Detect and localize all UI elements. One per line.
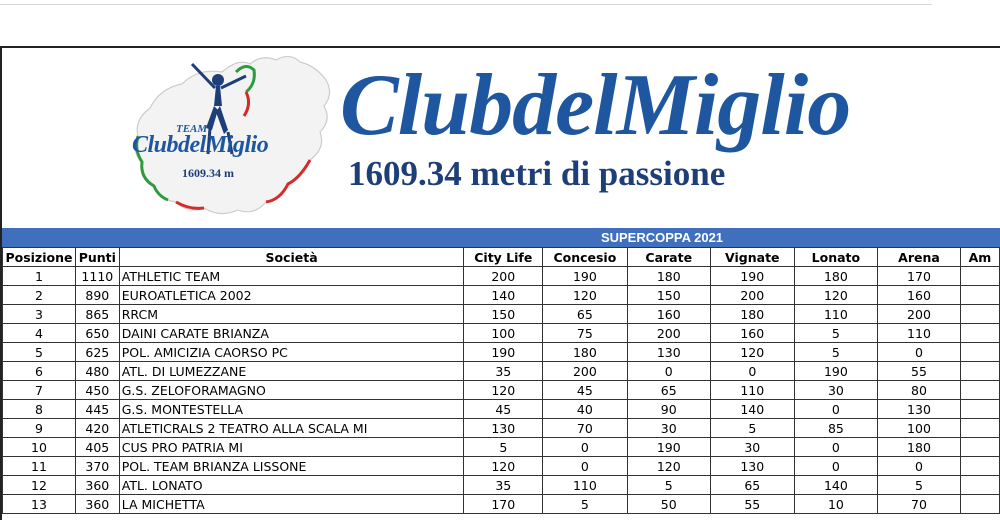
header-row <box>3 248 1000 267</box>
cell-carate: 200 <box>627 324 710 343</box>
table-row <box>3 457 1000 476</box>
cell-carate: 5 <box>627 476 710 495</box>
cell-concesio: 200 <box>543 362 628 381</box>
cell-city-life: 170 <box>464 495 543 514</box>
table-row <box>3 438 1000 457</box>
cell-city-life: 120 <box>464 457 543 476</box>
header-punti: Punti <box>75 248 119 267</box>
logo-name-text: ClubdelMiglio <box>132 132 269 158</box>
table-row <box>3 324 1000 343</box>
table-row <box>3 267 1000 286</box>
cell-am <box>960 286 999 305</box>
cell-lonato: 10 <box>794 495 877 514</box>
cell-lonato: 5 <box>794 324 877 343</box>
cell-concesio: 190 <box>543 267 628 286</box>
cell-carate: 160 <box>627 305 710 324</box>
cell-punti: 625 <box>75 343 119 362</box>
cell-am <box>960 381 999 400</box>
cell-concesio: 75 <box>543 324 628 343</box>
cell-punti: 450 <box>75 381 119 400</box>
header-posizione: Posizione <box>3 248 76 267</box>
cell-arena: 70 <box>878 495 961 514</box>
cell-societa: G.S. MONTESTELLA <box>119 400 464 419</box>
cell-carate: 50 <box>627 495 710 514</box>
cell-lonato: 0 <box>794 438 877 457</box>
cell-am <box>960 476 999 495</box>
cell-arena: 200 <box>878 305 961 324</box>
cell-lonato: 0 <box>794 457 877 476</box>
cell-posizione: 2 <box>3 286 76 305</box>
cell-posizione: 7 <box>3 381 76 400</box>
cell-vignate: 180 <box>710 305 794 324</box>
spreadsheet-page <box>0 46 1000 520</box>
logo-distance-text: 1609.34 m <box>182 166 234 180</box>
cell-am <box>960 457 999 476</box>
cell-am <box>960 267 999 286</box>
cell-am <box>960 362 999 381</box>
cell-lonato: 140 <box>794 476 877 495</box>
header-concesio: Concesio <box>543 248 628 267</box>
table-row <box>3 476 1000 495</box>
cell-posizione: 10 <box>3 438 76 457</box>
cell-am <box>960 305 999 324</box>
cell-arena: 110 <box>878 324 961 343</box>
cell-vignate: 65 <box>710 476 794 495</box>
window-top-area <box>0 0 1000 46</box>
cell-concesio: 65 <box>543 305 628 324</box>
cell-societa: G.S. ZELOFORAMAGNO <box>119 381 464 400</box>
cell-vignate: 140 <box>710 400 794 419</box>
cell-societa: ATL. LONATO <box>119 476 464 495</box>
cell-am <box>960 324 999 343</box>
cell-concesio: 0 <box>543 438 628 457</box>
cell-societa: LA MICHETTA <box>119 495 464 514</box>
cell-societa: ATHLETIC TEAM <box>119 267 464 286</box>
previous-page-edge <box>0 0 932 5</box>
cell-lonato: 190 <box>794 362 877 381</box>
cell-societa: CUS PRO PATRIA MI <box>119 438 464 457</box>
table-row <box>3 419 1000 438</box>
cell-punti: 865 <box>75 305 119 324</box>
cell-concesio: 180 <box>543 343 628 362</box>
cell-punti: 360 <box>75 495 119 514</box>
cell-am <box>960 343 999 362</box>
cell-arena: 100 <box>878 419 961 438</box>
cell-lonato: 110 <box>794 305 877 324</box>
cell-city-life: 200 <box>464 267 543 286</box>
cell-am <box>960 400 999 419</box>
table-row <box>3 343 1000 362</box>
cell-vignate: 30 <box>710 438 794 457</box>
cell-posizione: 3 <box>3 305 76 324</box>
cell-arena: 160 <box>878 286 961 305</box>
cell-arena: 180 <box>878 438 961 457</box>
cell-vignate: 0 <box>710 362 794 381</box>
cell-posizione: 5 <box>3 343 76 362</box>
cell-punti: 370 <box>75 457 119 476</box>
cell-posizione: 6 <box>3 362 76 381</box>
banner-title: ClubdelMiglio <box>340 57 851 154</box>
header-societa: Società <box>119 248 464 267</box>
cell-vignate: 190 <box>710 267 794 286</box>
table-row <box>3 305 1000 324</box>
cell-vignate: 130 <box>710 457 794 476</box>
cell-concesio: 0 <box>543 457 628 476</box>
cell-carate: 190 <box>627 438 710 457</box>
cell-societa: EUROATLETICA 2002 <box>119 286 464 305</box>
header-arena: Arena <box>878 248 961 267</box>
cell-carate: 65 <box>627 381 710 400</box>
cell-societa: POL. TEAM BRIANZA LISSONE <box>119 457 464 476</box>
cell-carate: 30 <box>627 419 710 438</box>
cell-carate: 150 <box>627 286 710 305</box>
cell-punti: 445 <box>75 400 119 419</box>
cell-arena: 170 <box>878 267 961 286</box>
cell-lonato: 5 <box>794 343 877 362</box>
cell-punti: 650 <box>75 324 119 343</box>
cell-posizione: 9 <box>3 419 76 438</box>
cell-societa: DAINI CARATE BRIANZA <box>119 324 464 343</box>
cell-carate: 130 <box>627 343 710 362</box>
cell-concesio: 120 <box>543 286 628 305</box>
table-row <box>3 286 1000 305</box>
header-city-life: City Life <box>464 248 543 267</box>
table-row <box>3 495 1000 514</box>
cell-vignate: 160 <box>710 324 794 343</box>
cell-city-life: 35 <box>464 362 543 381</box>
cell-city-life: 35 <box>464 476 543 495</box>
cell-arena: 0 <box>878 457 961 476</box>
cell-punti: 1110 <box>75 267 119 286</box>
header-vignate: Vignate <box>710 248 794 267</box>
cell-carate: 180 <box>627 267 710 286</box>
table-row <box>3 362 1000 381</box>
cell-city-life: 100 <box>464 324 543 343</box>
table-title-bar <box>2 228 1000 247</box>
cell-societa: POL. AMICIZIA CAORSO PC <box>119 343 464 362</box>
cell-vignate: 120 <box>710 343 794 362</box>
cell-city-life: 190 <box>464 343 543 362</box>
cell-arena: 130 <box>878 400 961 419</box>
cell-carate: 0 <box>627 362 710 381</box>
cell-carate: 120 <box>627 457 710 476</box>
cell-city-life: 130 <box>464 419 543 438</box>
cell-societa: ATL. DI LUMEZZANE <box>119 362 464 381</box>
table-title: SUPERCOPPA 2021 <box>600 230 724 245</box>
cell-lonato: 180 <box>794 267 877 286</box>
cell-carate: 90 <box>627 400 710 419</box>
cell-lonato: 85 <box>794 419 877 438</box>
table-row <box>3 400 1000 419</box>
cell-concesio: 70 <box>543 419 628 438</box>
banner <box>2 48 1000 226</box>
cell-punti: 480 <box>75 362 119 381</box>
header-lonato: Lonato <box>794 248 877 267</box>
cell-city-life: 120 <box>464 381 543 400</box>
cell-concesio: 45 <box>543 381 628 400</box>
standings-table <box>2 247 1000 514</box>
cell-vignate: 55 <box>710 495 794 514</box>
cell-punti: 360 <box>75 476 119 495</box>
cell-arena: 0 <box>878 343 961 362</box>
cell-arena: 5 <box>878 476 961 495</box>
cell-posizione: 1 <box>3 267 76 286</box>
club-logo <box>120 50 340 222</box>
cell-posizione: 13 <box>3 495 76 514</box>
cell-city-life: 150 <box>464 305 543 324</box>
cell-societa: RRCM <box>119 305 464 324</box>
cell-concesio: 110 <box>543 476 628 495</box>
cell-arena: 80 <box>878 381 961 400</box>
cell-lonato: 120 <box>794 286 877 305</box>
logo-team-text: TEAM <box>176 123 208 135</box>
cell-posizione: 11 <box>3 457 76 476</box>
cell-am <box>960 438 999 457</box>
cell-lonato: 30 <box>794 381 877 400</box>
cell-punti: 420 <box>75 419 119 438</box>
cell-punti: 405 <box>75 438 119 457</box>
cell-vignate: 200 <box>710 286 794 305</box>
cell-vignate: 5 <box>710 419 794 438</box>
cell-city-life: 5 <box>464 438 543 457</box>
cell-concesio: 40 <box>543 400 628 419</box>
cell-city-life: 140 <box>464 286 543 305</box>
cell-posizione: 4 <box>3 324 76 343</box>
cell-lonato: 0 <box>794 400 877 419</box>
cell-city-life: 45 <box>464 400 543 419</box>
header-am: Am <box>960 248 999 267</box>
cell-posizione: 12 <box>3 476 76 495</box>
header-carate: Carate <box>627 248 710 267</box>
cell-posizione: 8 <box>3 400 76 419</box>
cell-vignate: 110 <box>710 381 794 400</box>
cell-arena: 55 <box>878 362 961 381</box>
banner-subtitle: 1609.34 metri di passione <box>348 154 726 193</box>
cell-am <box>960 419 999 438</box>
cell-punti: 890 <box>75 286 119 305</box>
cell-concesio: 5 <box>543 495 628 514</box>
cell-societa: ATLETICRALS 2 TEATRO ALLA SCALA MI <box>119 419 464 438</box>
cell-am <box>960 495 999 514</box>
table-row <box>3 381 1000 400</box>
